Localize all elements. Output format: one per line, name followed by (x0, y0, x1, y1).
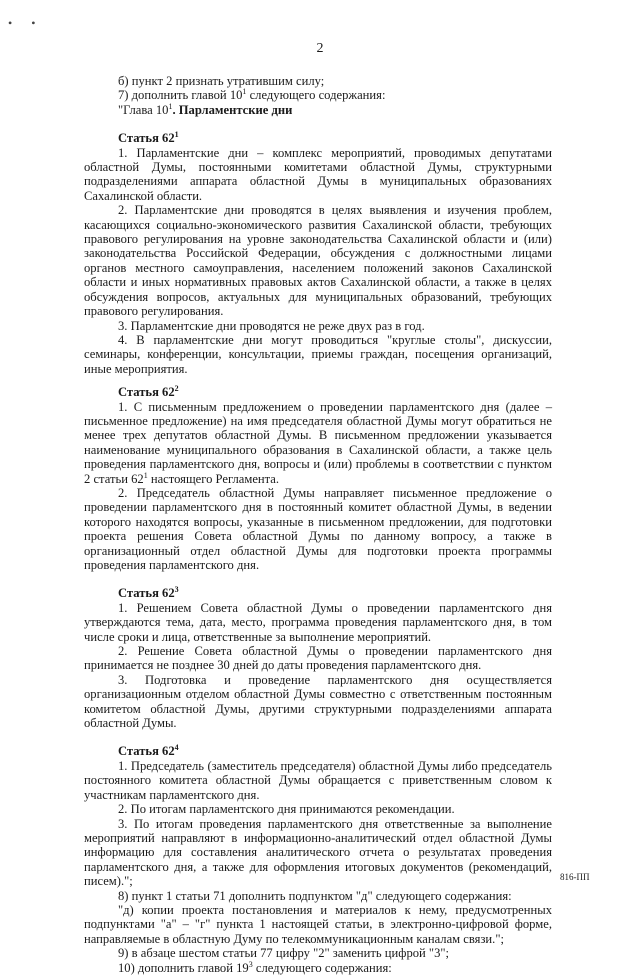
article-paragraph: 3. Подготовка и проведение парламентского дня осуществляется организационным отделом областной Думы совместно с ответственным постоянным комитетом областной Думы, другими структурными подразделениями аппарата областной Думы. (84, 672, 552, 731)
subitem-d: "д) копии проекта постановления и материалов к нему, предусмотренных подпунктами "а" – "г" пункта 1 настоящей статьи, в электронно-цифровой форме, направляемые в областную Думу по телекоммуникационным каналам связи."; (84, 902, 552, 946)
article-paragraph: 4. В парламентские дни могут проводиться "круглые столы", дискуссии, семинары, конференции, консультации, приемы граждан, посещения организаций, иные мероприятия. (84, 332, 552, 376)
article-heading: Статья $62^4$ (118, 743, 179, 759)
item-9: 9) в абзаце шестом статьи 77 цифру "2" заменить цифрой "3"; (118, 946, 450, 961)
article-heading: Статья $62^1$ (118, 130, 179, 146)
footer-code: 816-ПП (560, 872, 590, 882)
article-paragraph: 3. Парламентские дни проводятся не реже двух раз в год. (118, 318, 425, 333)
article-paragraph: 2. Председатель областной Думы направляет письменное предложение о проведении парламентского дня в постоянный комитет областной Думы, в ведении которого находятся вопросы, указанные в письменном предложении, для подготовки проекта решения Совета областной Думы по данному вопросу, а также в организационный отдел областной Думы для подготовки проекта программы проведения парламентского дня. (84, 485, 552, 572)
article-paragraph: 2. Парламентские дни проводятся в целях выявления и изучения проблем, касающихся социально-экономического развития Сахалинской области, требующих правового регулирования на уровне законодательства Сахалинской области и (или) законодательства Российской Федерации, обсуждения с должностными лицами органов местного самоуправления, населением положений законов Сахалинской области и иных нормативных правовых актов Сахалинской области, а также в целях обсуждения вопросов, актуальных для муниципальных образований, требующих правового регулирования. (84, 203, 552, 319)
article-paragraph: 3. По итогам проведения парламентского дня ответственные за выполнение мероприятий направляют в информационно-аналитический отдел областной Думы информацию для составления аналитического отчета о результатах проведения парламентского дня, а также для оформления итоговых документов (рекомендаций, писем)."; (84, 816, 552, 889)
item-8: 8) пункт 1 статьи 71 дополнить подпунктом "д" следующего содержания: (118, 888, 512, 903)
item-6b: б) пункт 2 признать утратившим силу; (118, 74, 325, 88)
article-paragraph: 1. С письменным предложением о проведении парламентского дня (далее – письменное предложение) на имя председателя областной Думы могут обратиться не менее трех депутатов областной Думы. В письменном предложении указывается наименование муниципального образования в Сахалинской области, а также цель проведения парламентского дня, вопросы и (или) проблемы в соответствии с пунктом 2 статьи $62^1$ настоящего Регламента. (84, 399, 552, 486)
scan-specks: • • (8, 16, 44, 30)
item-10: 10) дополнить главой $19^3$ следующего содержания: (118, 959, 392, 975)
chapter-heading: "Глава $10^1$. Парламентские дни (118, 101, 293, 117)
article-paragraph: 2. Решение Совета областной Думы о проведении парламентского дня принимается не позднее 30 дней до даты проведения парламентского дня. (84, 644, 552, 673)
article-heading: Статья $62^2$ (118, 383, 179, 400)
article-heading: Статья $62^3$ (118, 585, 179, 601)
article-paragraph: 1. Председатель (заместитель председателя) областной Думы либо председатель постоянного комитета областной Думы обращается с приветственным словом к участникам парламентского дня. (84, 758, 552, 802)
item-7: 7) дополнить главой $10^1$ следующего содержания: (118, 87, 386, 103)
page-number: 2 (316, 41, 324, 56)
article-paragraph: 2. По итогам парламентского дня принимаются рекомендации. (118, 802, 455, 817)
article-paragraph: 1. Решением Совета областной Думы о проведении парламентского дня утверждаются тема, дата, место, программа проведения парламентского дня, в том числе сроки и лица, ответственные за выполнение мероприятий. (84, 600, 552, 644)
article-paragraph: 1. Парламентские дни – комплекс мероприятий, проводимых депутатами областной Думы, постоянными комитетами областной Думы, структурными подразделениями аппарата областной Думы в муниципальных образованиях Сахалинской области. (84, 145, 552, 203)
document-body (84, 74, 552, 975)
